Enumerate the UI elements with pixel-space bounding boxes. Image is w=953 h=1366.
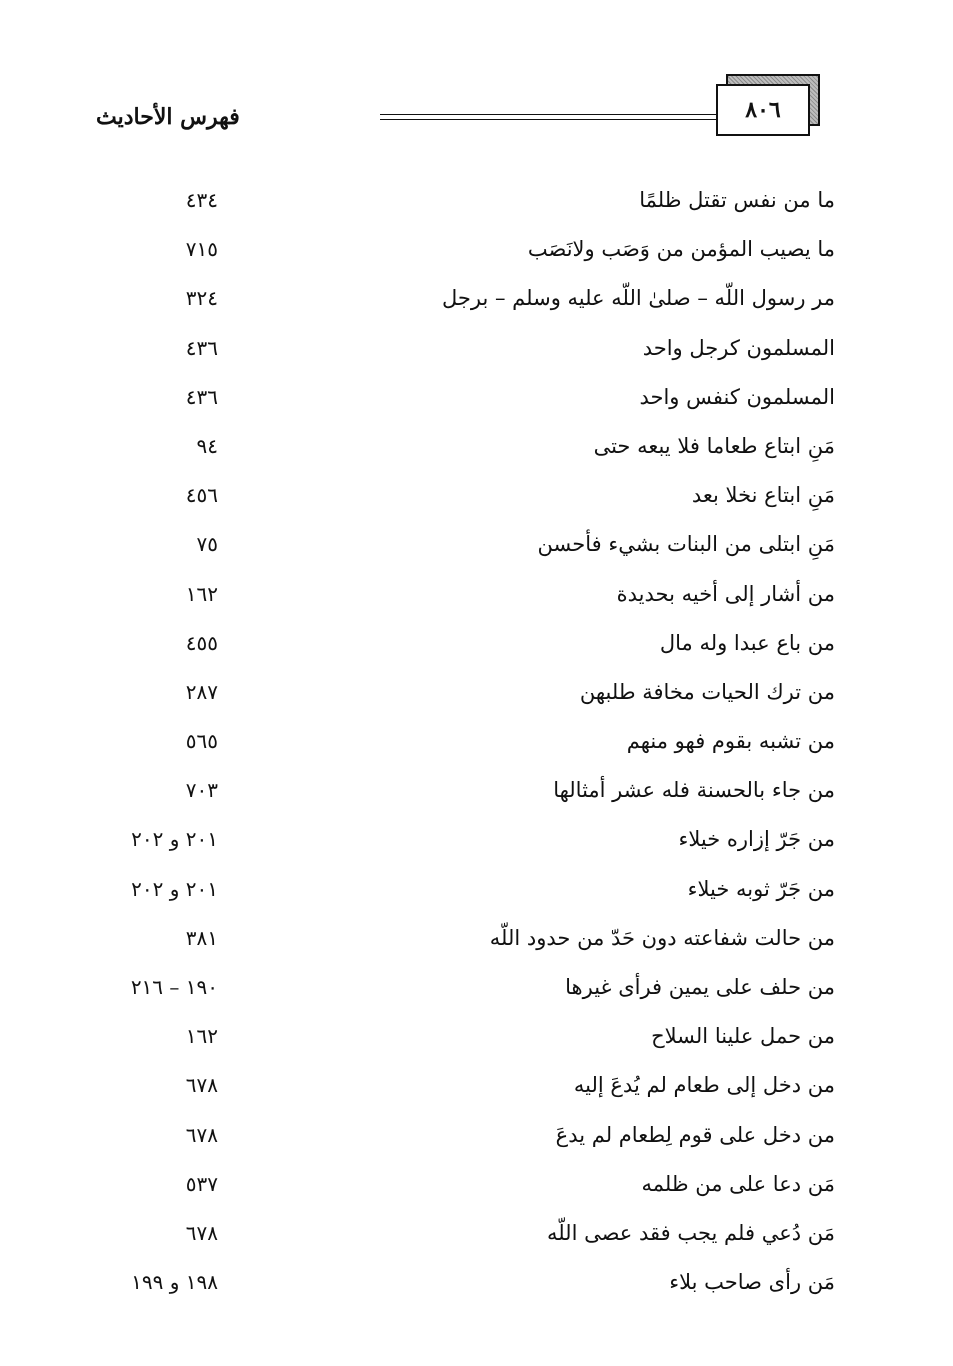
index-entry [0, 1065, 953, 1114]
page-reference: ٧٠٣ [185, 778, 218, 803]
hadith-text: مَنِ ابتلى من البنات بشيء فأحسن [537, 532, 835, 557]
hadith-text: مر رسول اللّه – صلىٰ اللّه عليه وسلم – برجل [442, 286, 835, 311]
page-reference: ٧١٥ [185, 237, 218, 262]
page-reference: ١٦٢ [185, 1024, 218, 1049]
page-reference: ٥٦٥ [185, 729, 218, 754]
page-reference: ٤٣٦ [185, 335, 218, 360]
hadith-text: من تشبه بقوم فهو منهم [626, 729, 835, 754]
index-entry [0, 672, 953, 721]
hadith-text: من دخل إلى طعام لم يُدعَ إليه [573, 1073, 835, 1098]
hadith-text: من جَرّ ثوبه خيلاء [687, 876, 835, 901]
index-entry [0, 918, 953, 967]
index-entry [0, 1115, 953, 1164]
page-reference: ٣٨١ [185, 925, 218, 950]
page-reference: ٤٥٦ [185, 483, 218, 508]
page-reference: ١٦٢ [185, 581, 218, 606]
index-entry [0, 328, 953, 377]
hadith-text: مَنِ ابتاع نخلا بعد [691, 483, 835, 508]
index-entry [0, 278, 953, 327]
page-reference: ٦٧٨ [185, 1122, 218, 1147]
page-reference: ٣٢٤ [185, 286, 218, 311]
hadith-text: من دخل على قوم لِطعام لم يدعَ [555, 1122, 835, 1147]
page-reference: ٢٨٧ [185, 679, 218, 704]
index-entry [0, 377, 953, 426]
page-reference: ٤٣٤ [185, 188, 218, 212]
hadith-text: مَنِ ابتاع طعاما فلا يبعه حتى [593, 433, 835, 458]
hadith-text: ما من نفس تقتل ظلمًا [639, 188, 835, 212]
hadith-text: المسلمون كرجل واحد [642, 335, 835, 360]
index-entry [0, 475, 953, 524]
hadith-text: مَن دُعي فلم يجب فقد عصى اللّه [546, 1220, 835, 1245]
hadith-text: من جَرّ إزاره خيلاء [678, 827, 835, 852]
hadith-text: مَن دعا على من ظلمه [641, 1171, 835, 1196]
page-reference: ٤٣٦ [185, 384, 218, 409]
index-entry [0, 1016, 953, 1065]
hadith-text: ما يصيب المؤمن من وَصَب ولانَصَب [527, 237, 835, 262]
page-reference: ٩٤ [196, 433, 218, 458]
hadith-text: المسلمون كنفس واحد [639, 384, 835, 409]
hadith-index-list [0, 180, 953, 1311]
index-entry [0, 721, 953, 770]
hadith-text: من جاء بالحسنة فله عشر أمثالها [553, 778, 835, 803]
index-entry [0, 229, 953, 278]
hadith-text: من حمل علينا السلاح [651, 1024, 835, 1049]
index-entry [0, 623, 953, 672]
page-reference: ٢٠١ و ٢٠٢ [131, 876, 218, 901]
hadith-text: من أشار إلى أخيه بحديدة [616, 581, 835, 606]
index-entry [0, 574, 953, 623]
index-entry [0, 426, 953, 475]
index-entry [0, 524, 953, 573]
index-entry [0, 869, 953, 918]
hadith-text: مَن رأى صاحب بلاء [669, 1270, 835, 1295]
hadith-text: من ترك الحيات مخافة طلبهن [579, 679, 835, 704]
page-reference: ٦٧٨ [185, 1220, 218, 1245]
index-entry [0, 819, 953, 868]
page-reference: ٤٥٥ [185, 630, 218, 655]
hadith-text: من حلف على يمين فرأى غيرها [565, 975, 835, 999]
index-entry [0, 967, 953, 1016]
page-reference: ٥٣٧ [185, 1171, 218, 1196]
index-entry [0, 1213, 953, 1262]
page-reference: ٦٧٨ [185, 1073, 218, 1098]
page-reference: ٢٠١ و ٢٠٢ [131, 827, 218, 852]
running-title: فهرس الأحاديث [96, 104, 240, 130]
page-reference: ٧٥ [196, 532, 218, 557]
hadith-text: من باع عبدا وله مال [659, 630, 835, 655]
header-rule [380, 114, 716, 120]
page-reference: ١٩٨ و ١٩٩ [131, 1270, 218, 1295]
index-entry [0, 1164, 953, 1213]
page-reference: ١٩٠ – ٢١٦ [130, 975, 218, 999]
index-entry [0, 180, 953, 229]
hadith-text: من حالت شفاعته دون حَدّ من حدود اللّه [489, 925, 835, 950]
page-number: ٨٠٦ [716, 84, 810, 136]
index-entry [0, 770, 953, 819]
index-entry [0, 1262, 953, 1311]
